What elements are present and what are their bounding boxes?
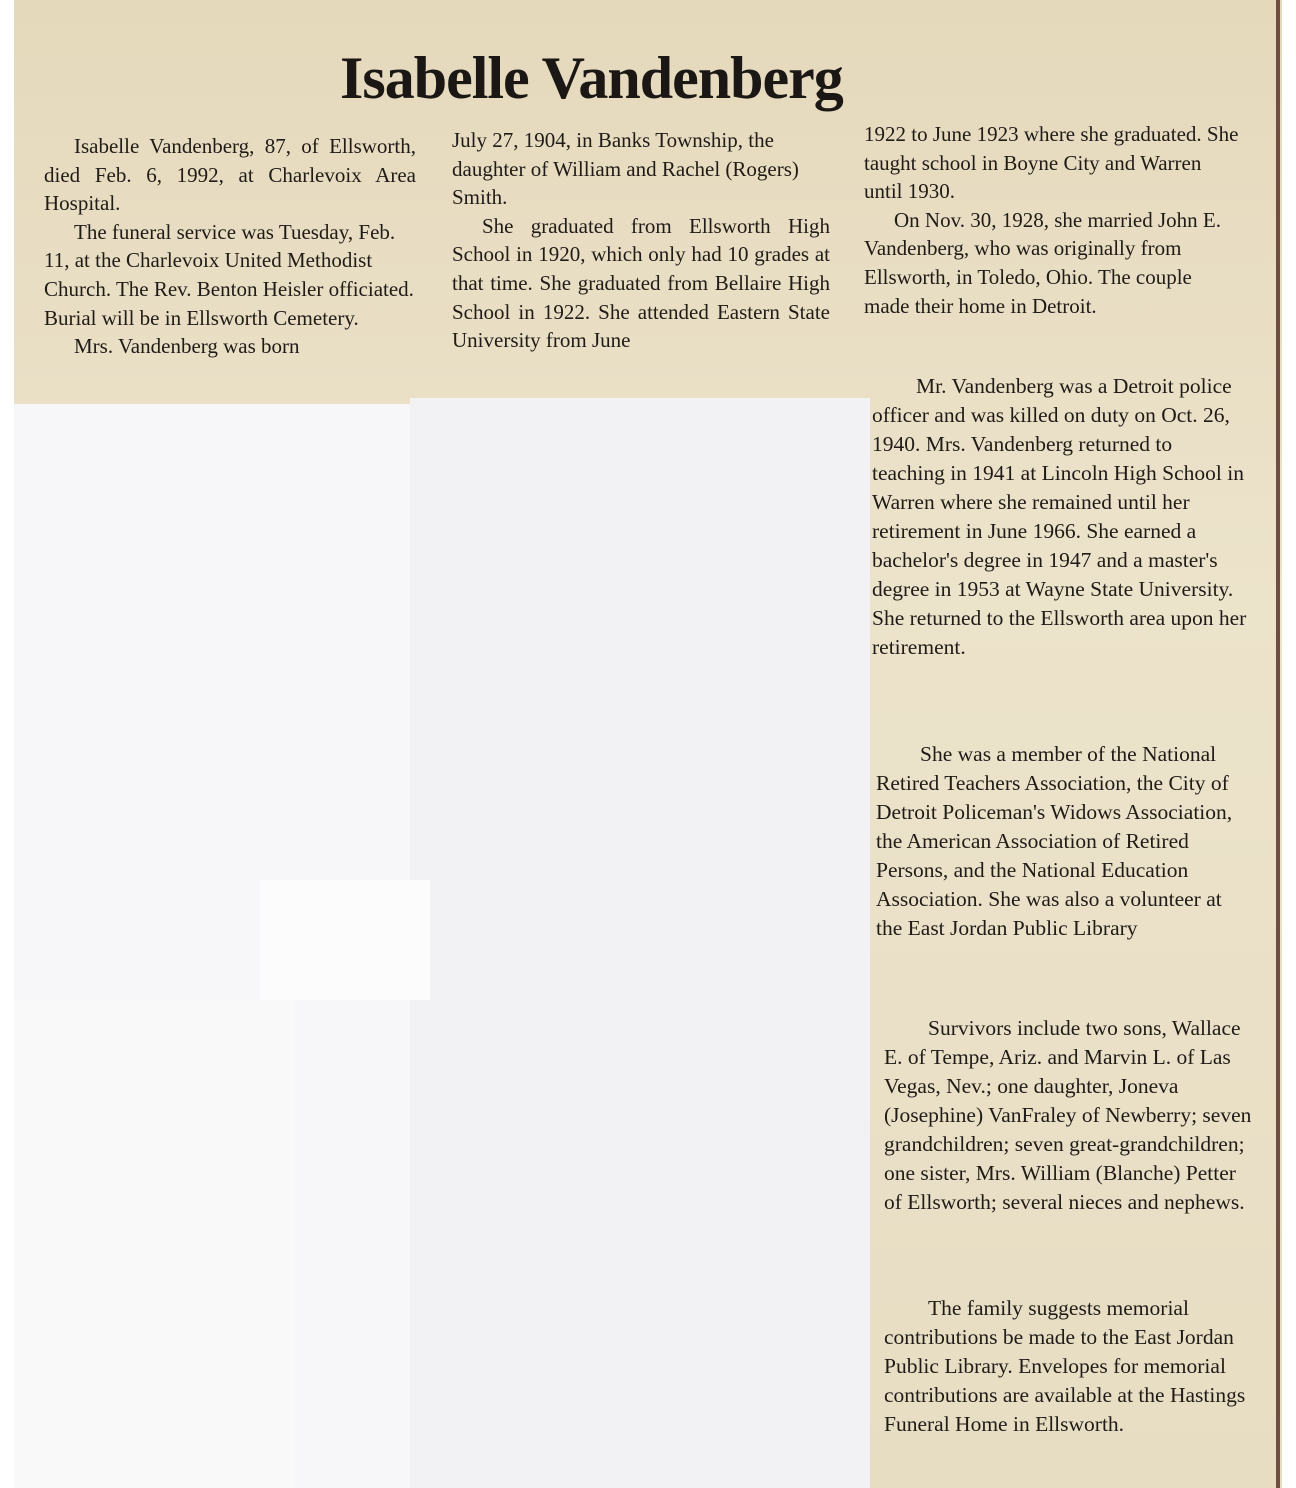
paragraph-survivors: Survivors include two sons, Wallace E. of Tempe, Ariz. and Marvin L. of Las Vegas, Nev.; one daughter, Joneva (Josephine) VanFraley of Newberry; seven grandchildren; seven great-grandchildren; one sister, Mrs. William (Blanche) Petter of Ellsworth; several nieces and nephews. <box>884 1016 1252 1214</box>
paragraph-birth: July 27, 1904, in Banks Township, the daughter of William and Rachel (Rogers) Smith. <box>452 128 799 210</box>
column-1 <box>44 132 416 361</box>
paragraph-born-start: Mrs. Vandenberg was born <box>74 334 300 359</box>
paragraph-funeral: The funeral service was Tuesday, Feb. 11, at the Charlevoix United Methodist Church. The Rev. Benton Heisler officiated. Burial will be in Ellsworth Cemetery. <box>44 219 414 330</box>
column-3 <box>864 120 1240 320</box>
paragraph-memorial: The family suggests memorial contributions be made to the East Jordan Public Library. Envelopes for memorial contributions are available at the Hastings Funeral Home in Ellsworth. <box>884 1296 1246 1436</box>
blank-paper-patch <box>410 398 870 1488</box>
paragraph-teaching: 1922 to June 1923 where she graduated. She taught school in Boyne City and Warren until 1930. <box>864 122 1239 204</box>
blank-paper-patch <box>260 880 430 1000</box>
column-2 <box>452 126 830 355</box>
column-career <box>872 372 1248 662</box>
paragraph-death: Isabelle Vandenberg, 87, of Ellsworth, died Feb. 6, 1992, at Charlevoix Area Hospital. <box>44 134 416 216</box>
paragraph-education: She graduated from Ellsworth High School in 1920, which only had 10 grades at that time. She graduated from Bellaire High School in 1922. She attended Eastern State University from June <box>452 213 830 353</box>
paragraph-marriage: On Nov. 30, 1928, she married John E. Vandenberg, who was originally from Ellsworth, in Toledo, Ohio. The couple made their home in Detroit. <box>864 207 1222 318</box>
column-memberships <box>876 740 1252 943</box>
paragraph-career: Mr. Vandenberg was a Detroit police officer and was killed on duty on Oct. 26, 1940. Mrs. Vandenberg returned to teaching in 1941 at Lincoln High School in Warren where she remained until her retirement in June 1966. She earned a bachelor's degree in 1947 and a master's degree in 1953 at Wayne State University. She returned to the Ellsworth area upon her retirement. <box>872 374 1247 659</box>
paragraph-memberships: She was a member of the National Retired Teachers Association, the City of Detroit Policeman's Widows Association, the American Association of Retired Persons, and the National Education Association. She was also a volunteer at the East Jordan Public Library <box>876 742 1233 940</box>
column-survivors <box>884 1014 1258 1217</box>
obituary-headline: Isabelle Vandenberg <box>340 45 843 111</box>
blank-paper-patch <box>14 1000 294 1488</box>
page-edge-rule <box>1276 0 1280 1488</box>
column-memorial <box>884 1294 1260 1439</box>
